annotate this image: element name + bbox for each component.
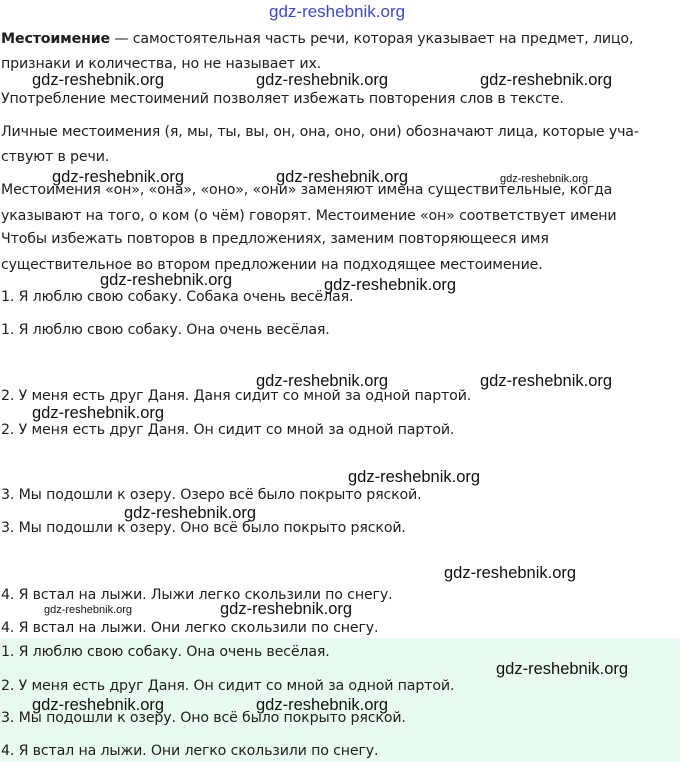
watermark: gdz-reshebnik.org — [124, 504, 257, 522]
watermark: gdz-reshebnik.org — [220, 600, 353, 618]
watermark: gdz-reshebnik.org — [348, 468, 481, 486]
answer-4: 4. Я встал на лыжи. Они легко скользили по снегу. — [1, 743, 379, 759]
watermark: gdz-reshebnik.org — [100, 271, 233, 289]
watermark: gdz-reshebnik.org — [256, 71, 389, 89]
definition-text: — самостоятельная часть речи, которая указывает на предмет, лицо, — [110, 31, 634, 47]
example-1-rewritten: 1. Я люблю свою собаку. Она очень весёлая. — [1, 322, 330, 338]
watermark: gdz-reshebnik.org — [444, 564, 577, 582]
theory-line-4: Местоимения «он», «она», «оно», «они» заменяют имена существительные, когда — [1, 182, 613, 198]
theory-line-7: существительное во втором предложении на подходящее местоимение. — [1, 257, 543, 273]
watermark: gdz-reshebnik.org — [32, 71, 165, 89]
answer-1: 1. Я люблю свою собаку. Она очень весёлая. — [1, 644, 330, 660]
definition-line-2: признаки и количества, но не называет их. — [1, 56, 322, 72]
example-3-rewritten: 3. Мы подошли к озеру. Оно всё было покрыто ряской. — [1, 520, 406, 536]
watermark: gdz-reshebnik.org — [256, 372, 389, 390]
watermark: gdz-reshebnik.org — [52, 168, 185, 186]
theory-line-1: Употребление местоимений позволяет избежать повторения слов в тексте. — [1, 91, 564, 107]
answer-3: 3. Мы подошли к озеру. Оно всё было покрыто ряской. — [1, 710, 406, 726]
watermark: gdz-reshebnik.org — [324, 276, 457, 294]
example-3-original: 3. Мы подошли к озеру. Озеро всё было покрыто ряской. — [1, 487, 422, 503]
example-1-original: 1. Я люблю свою собаку. Собака очень весёлая. — [1, 289, 354, 305]
watermark: gdz-reshebnik.org — [44, 604, 133, 616]
watermark: gdz-reshebnik.org — [32, 404, 165, 422]
watermark: gdz-reshebnik.org — [256, 696, 389, 714]
theory-line-5: указывают на того, о ком (о чём) говорят. Местоимение «он» соответствует имени — [1, 208, 617, 224]
watermark: gdz-reshebnik.org — [480, 372, 613, 390]
example-2-original: 2. У меня есть друг Даня. Даня сидит со мной за одной партой. — [1, 388, 472, 404]
answer-2: 2. У меня есть друг Даня. Он сидит со мной за одной партой. — [1, 678, 455, 694]
theory-line-3: ствуют в речи. — [1, 149, 110, 165]
watermark: gdz-reshebnik.org — [269, 2, 406, 21]
watermark: gdz-reshebnik.org — [480, 71, 613, 89]
example-4-original: 4. Я встал на лыжи. Лыжи легко скользили по снегу. — [1, 587, 393, 603]
watermark: gdz-reshebnik.org — [32, 696, 165, 714]
theory-line-2: Личные местоимения (я, мы, ты, вы, он, она, оно, они) обозначают лица, которые уча- — [1, 124, 639, 140]
example-4-rewritten: 4. Я встал на лыжи. Они легко скользили по снегу. — [1, 620, 379, 636]
example-2-rewritten: 2. У меня есть друг Даня. Он сидит со мной за одной партой. — [1, 422, 455, 438]
watermark: gdz-reshebnik.org — [276, 168, 409, 186]
definition-term: Местоимение — [1, 31, 110, 47]
watermark: gdz-reshebnik.org — [496, 660, 629, 678]
theory-line-6: Чтобы избежать повторов в предложениях, заменим повторяющееся имя — [1, 231, 549, 247]
definition-line-1 — [1, 30, 633, 48]
watermark: gdz-reshebnik.org — [500, 173, 589, 185]
